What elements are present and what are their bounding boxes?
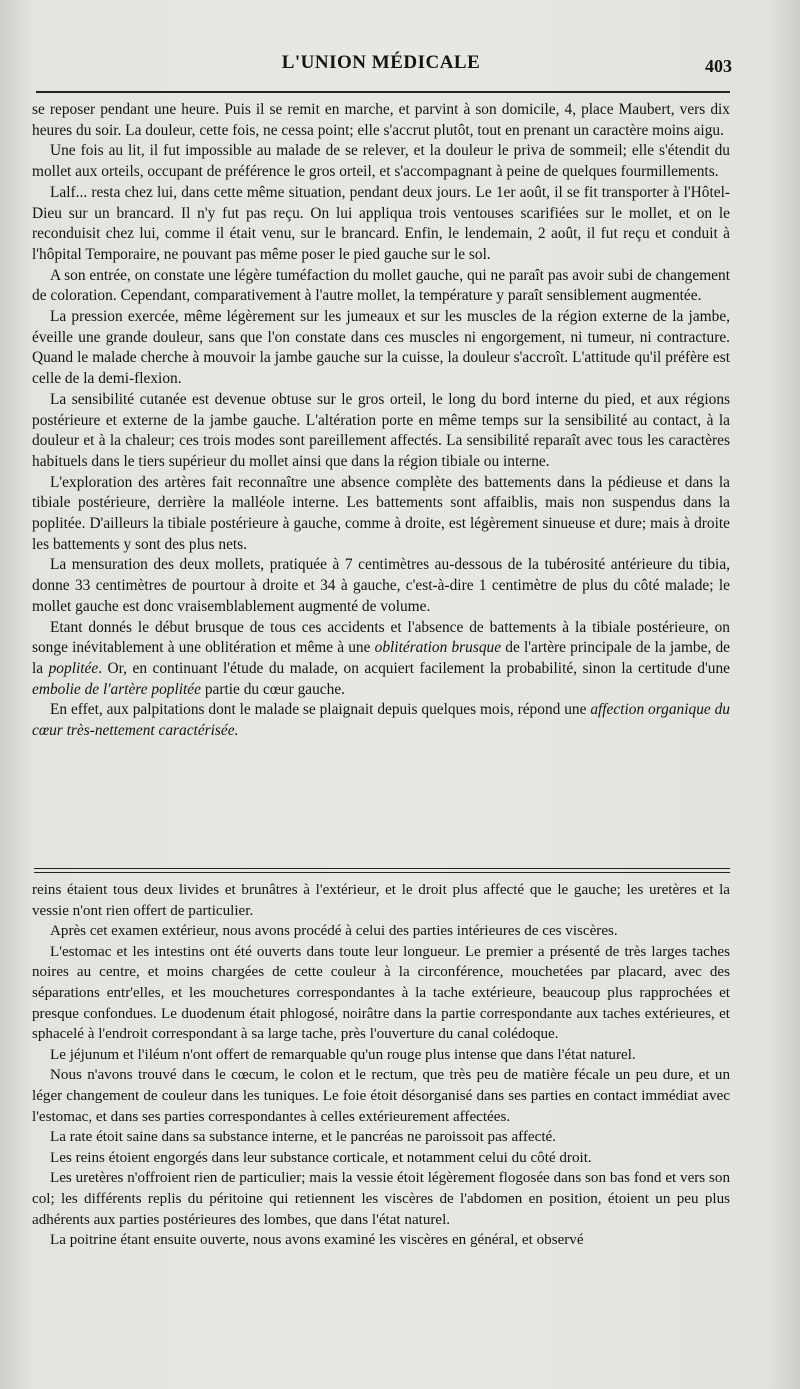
paragraph: L'estomac et les intestins ont été ouverts dans toute leur longueur. Le premier a présenté de très larges taches noires au centre, et moins chargées de cette couleur à la circonférence, mouchetées par placard, avec des séparations entr'elles, et les mouchetures correspondantes à la tache extérieure, beaucoup plus rapprochées et presque confondues. Le duodenum était phlogosé, noirâtre dans la partie correspondante aux taches extérieures, et sphacelé à l'endroit correspondant à sa large tache, près l'ouverture du canal colédoque. [32,943,730,1043]
text-run: En effet, aux palpitations dont le malade se plaignait depuis quelques mois, répond une [50,701,591,719]
paragraph: Le jéjunum et l'iléum n'ont offert de remarquable qu'un rouge plus intense que dans l'état naturel. [50,1046,636,1063]
paragraph: La sensibilité cutanée est devenue obtuse sur le gros orteil, le long du bord interne du pied, et aux régions postérieure et externe de la jambe gauche. L'altération porte en même temps sur la sensibilité au contact, à la douleur et à la chaleur; ces trois modes sont pareillement affectés. La sensibilité reparaît avec tous les caractères habituels dans le tiers supérieur du mollet ainsi que dans la région tibiale ou interne. [32,390,730,470]
paragraph: reins étaient tous deux livides et brunâtres à l'extérieur, et le droit plus affecté que le gauche; les uretères et la vessie n'ont rien offert de particulier. [32,882,730,919]
italic-run: poplitée [48,659,99,677]
paragraph: se reposer pendant une heure. Puis il se remit en marche, et parvint à son domicile, 4, place Maubert, vers dix heures du soir. La douleur, cette fois, ne cessa point; elle s'accrut plutôt, tout en prenant un caractère moins aigu. [32,101,730,139]
text-run: . Or, en continuant l'étude du malade, on acquiert facilement la probabilité, sinon la certitude d'une [98,659,730,677]
header-rule [36,91,730,93]
paragraph: Nous n'avons trouvé dans le cœcum, le colon et le rectum, que très peu de matière fécale un peu dure, et un léger changement de couleur dans les tuniques. Le foie étoit désorganisé dans ses parties en contact immédiat avec l'estomac, et dans ses parties correspondantes à celles extérieurement affectées. [32,1067,730,1125]
text-run: partie du cœur gauche. [200,680,345,698]
paragraph-affection [32,700,730,741]
paragraph: La poitrine étant ensuite ouverte, nous avons examiné les viscères en général, et observé [50,1232,584,1249]
text-run: Etant donnés le début brusque de tous ces accidents et l'absence de battements à la tibiale postérieure, on songe inévitablement à une oblitération et même à une [32,618,730,657]
paragraph: Une fois au lit, il fut impossible au malade de se relever, et la douleur le priva de sommeil; elle s'étendit du mollet aux orteils, occupant de préférence le gros orteil, et s'accompagnant à peine de quelques fourmillements. [32,142,730,181]
lower-column [32,880,730,1251]
paragraph: Lalf... resta chez lui, dans cette même situation, pendant deux jours. Le 1er août, il se fit transporter à l'Hôtel-Dieu sur un brancard. Il n'y fut pas reçu. On lui appliqua trois ventouses scarifiées sur le mollet, et on le reconduisit chez lui, comme il était venu, sur le brancard. Enfin, le lendemain, 2 août, il fut reçu et conduit à l'hôpital Temporaire, ne pouvant pas même poser le pied gauche sur le sol. [32,183,730,263]
running-head: L'UNION MÉDICALE [281,52,481,73]
paragraph: L'exploration des artères fait reconnaître une absence complète des battements dans la pédieuse et dans la tibiale postérieure, derrière la malléole interne. Les battements sont affaiblis, mais non suspendus dans la poplitée. D'ailleurs la tibiale postérieure à gauche, comme à droite, est légèrement sinueuse et dure; mais à droite les battements y sont des plus nets. [32,473,730,553]
paragraph: La mensuration des deux mollets, pratiquée à 7 centimètres au-dessous de la tubérosité antérieure du tibia, donne 33 centimètres de pourtour à droite et 34 à gauche, c'est-à-dire 1 centimètre de plus du côté malade; le mollet gauche est donc vraisemblablement augmenté de volume. [32,556,730,615]
italic-run: embolie de l'artère poplitée [32,680,201,698]
paragraph: La rate étoit saine dans sa substance interne, et le pancréas ne paroissoit pas affecté. [50,1129,556,1146]
paragraph: Les uretères n'offroient rien de particulier; mais la vessie étoit légèrement flogosée dans son bas fond et vers son col; les différents replis du péritoine qui retiennent les viscères de l'abdomen en position, étoient un peu plus adhérents aux parties postérieures des lombes, que dans l'état naturel. [32,1170,730,1228]
page-number: 403 [705,56,732,76]
upper-column [32,100,730,742]
page-header [32,50,730,86]
section-divider-rule [34,868,730,873]
paragraph: Après cet examen extérieur, nous avons procédé à celui des parties intérieures de ces viscères. [50,923,618,940]
italic-run: oblitération brusque [374,639,502,657]
paragraph: La pression exercée, même légèrement sur les jumeaux et sur les muscles de la région externe de la jambe, éveille une grande douleur, sans que l'on constate dans ces muscles ni engorgement, ni tumeur, ni contracture. Quand le malade cherche à mouvoir la jambe gauche sur la cuisse, la douleur s'accroît. L'attitude qu'il préfère est celle de la demi-flexion. [32,308,730,388]
paragraph: Les reins étoient engorgés dans leur substance corticale, et notamment celui du côté droit. [50,1149,592,1166]
italic-run: affection organique du cœur très-nettement caractérisée. [32,701,730,740]
paragraph: A son entrée, on constate une légère tuméfaction du mollet gauche, qui ne paraît pas avoir subi de changement de coloration. Cependant, comparativement à l'autre mollet, la température y paraît sensiblement augmentée. [32,266,730,305]
paragraph-embolie [32,618,730,701]
text-run: de l'artère principale de la jambe, de la [32,639,730,677]
